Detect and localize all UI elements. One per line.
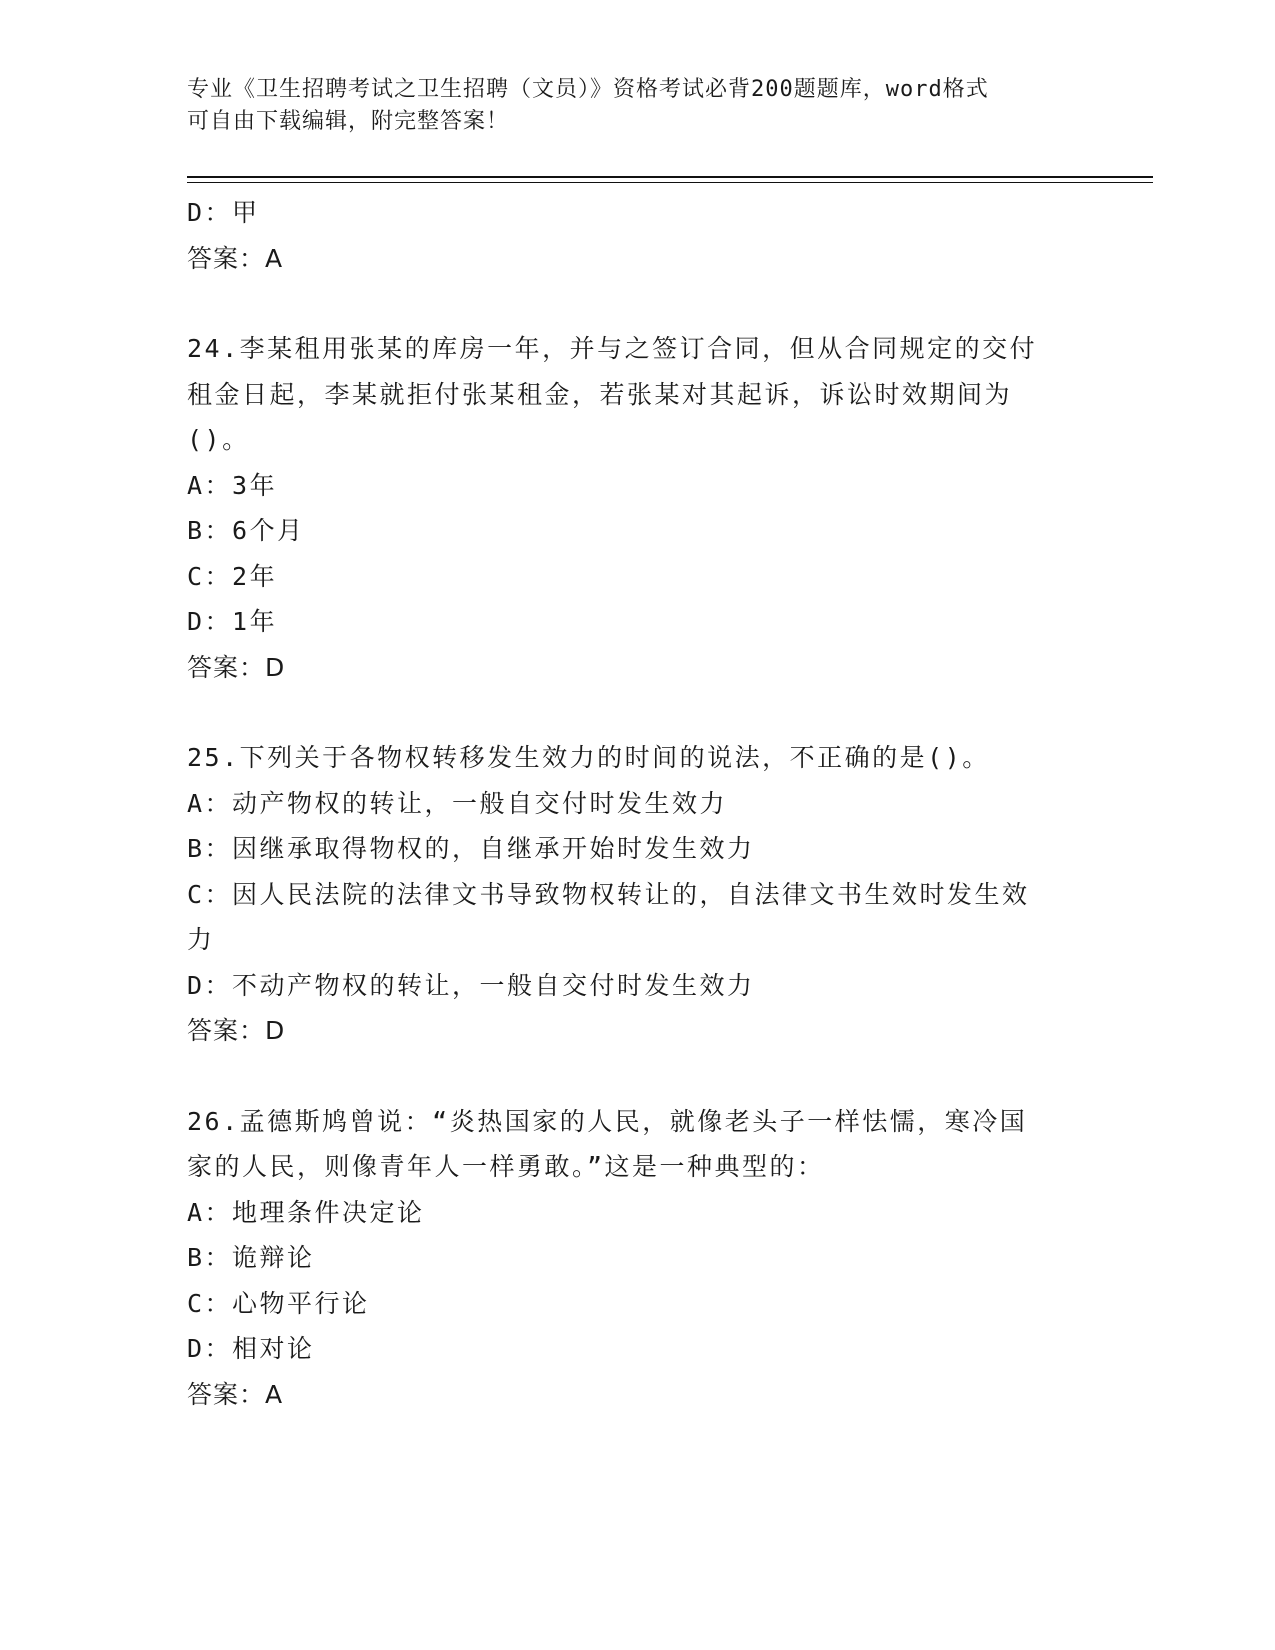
option-c: C：2年 [187, 561, 278, 591]
option-c: C：心物平行论 [187, 1288, 370, 1318]
option-b: B：6个月 [187, 516, 305, 545]
answer-line: 答案：D [187, 652, 286, 682]
answer-line: 答案：A [187, 1379, 284, 1409]
question-stem: 25.下列关于各物权转移发生效力的时间的说法，不正确的是()。 [187, 743, 990, 772]
question-spacer [187, 690, 1087, 735]
question-26 [187, 1099, 1087, 1418]
question-stem: ()。 [187, 425, 250, 454]
option-a: A：地理条件决定论 [187, 1197, 425, 1227]
option-b: B：因继承取得物权的，自继承开始时发生效力 [187, 834, 755, 863]
option-d: D：相对论 [187, 1334, 315, 1363]
question-stem: 家的人民，则像青年人一样勇敢。”这是一种典型的： [187, 1152, 825, 1181]
option-a: A：动产物权的转让，一般自交付时发生效力 [187, 788, 728, 818]
question-24 [187, 326, 1087, 690]
answer-line: 答案：A [187, 243, 284, 273]
question-stem: 租金日起，李某就拒付张某租金，若张某对其起诉，诉讼时效期间为 [187, 379, 1013, 409]
question-spacer [187, 1054, 1087, 1099]
header-title-line-2: 可自由下载编辑，附完整答案！ [187, 109, 510, 134]
header-title-line-1: 专业《卫生招聘考试之卫生招聘（文员）》资格考试必背200题题库，word格式 [187, 77, 989, 102]
previous-question-tail [187, 190, 1087, 281]
question-content [187, 190, 1087, 1417]
document-header [187, 74, 1087, 138]
question-stem: 26.孟德斯鸠曾说：“炎热国家的人民，就像老头子一样怯懦，寒冷国 [187, 1106, 1028, 1136]
option-a: A：3年 [187, 470, 278, 500]
option-d: D：不动产物权的转让，一般自交付时发生效力 [187, 970, 755, 1000]
question-spacer [187, 281, 1087, 326]
option-c-continued: 力 [187, 925, 215, 954]
answer-line: 答案：D [187, 1016, 286, 1045]
option-d: D：甲 [187, 198, 260, 227]
header-divider-thin [187, 182, 1153, 183]
question-stem: 24.李某租用张某的库房一年，并与之签订合同，但从合同规定的交付 [187, 334, 1038, 363]
header-divider-thick [187, 176, 1153, 178]
question-25 [187, 735, 1087, 1054]
option-c: C：因人民法院的法律文书导致物权转让的，自法律文书生效时发生效 [187, 879, 1030, 909]
option-b: B：诡辩论 [187, 1243, 315, 1272]
option-d: D：1年 [187, 607, 278, 636]
